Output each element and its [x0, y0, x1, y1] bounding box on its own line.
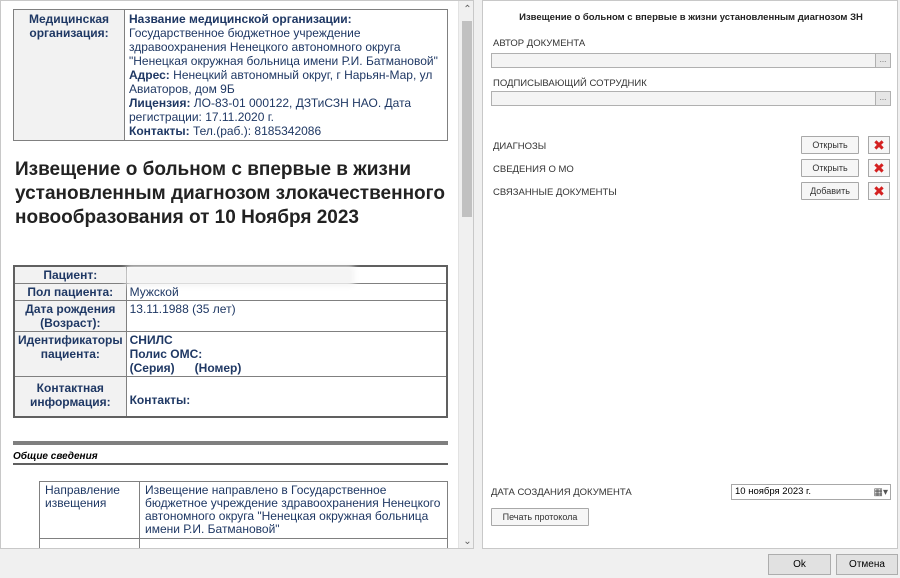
snils-label: СНИЛС — [129, 333, 173, 347]
ellipsis-icon[interactable]: ... — [875, 92, 890, 105]
gender-label: Пол пациента: — [14, 284, 126, 301]
scroll-thumb[interactable] — [462, 21, 472, 217]
notification-form-pane — [482, 0, 898, 549]
series-label: (Серия) — [129, 361, 175, 375]
related-docs-label: СВЯЗАННЫЕ ДОКУМЕНТЫ — [493, 187, 617, 198]
open-mo-info-button[interactable]: Открыть — [801, 159, 859, 177]
delete-x-icon: ✖ — [873, 160, 885, 176]
delete-related-docs-button[interactable] — [868, 182, 890, 200]
delete-mo-info-button[interactable] — [868, 159, 890, 177]
patient-label: Пациент: — [14, 266, 126, 284]
contacts-label: Контакты: — [129, 393, 191, 407]
vertical-scrollbar[interactable] — [458, 1, 474, 549]
delete-x-icon: ✖ — [873, 183, 885, 199]
document-content — [1, 1, 458, 549]
redacted-name — [130, 270, 350, 282]
ellipsis-icon[interactable]: ... — [875, 54, 890, 67]
next-row-label — [40, 539, 140, 550]
form-title: Извещение о больном с впервые в жизни установленным диагнозом ЗН — [519, 12, 863, 23]
delete-x-icon: ✖ — [873, 137, 885, 153]
section-separator — [13, 441, 448, 445]
mo-info-label: СВЕДЕНИЯ О МО — [493, 164, 574, 175]
creation-date-picker[interactable] — [731, 484, 891, 500]
cancel-button[interactable]: Отмена — [836, 554, 898, 575]
diagnoses-label: ДИАГНОЗЫ — [493, 141, 547, 152]
ids-value — [126, 332, 447, 377]
creation-date-label: ДАТА СОЗДАНИЯ ДОКУМЕНТА — [491, 487, 632, 498]
dob-label: Дата рождения (Возраст): — [14, 301, 126, 332]
org-contacts-label: Контакты: — [129, 124, 190, 138]
author-label: АВТОР ДОКУМЕНТА — [493, 38, 586, 49]
scroll-down-icon[interactable]: ⌄ — [463, 536, 472, 547]
ids-label: Идентификаторы пациента: — [14, 332, 126, 377]
patient-table — [13, 265, 448, 418]
organization-table — [13, 9, 448, 141]
org-license-value: ЛО-83-01 000122, ДЗТиСЗН НАО. Дата регистрации: 17.11.2020 г. — [129, 96, 412, 124]
org-license-label: Лицензия: — [129, 96, 191, 110]
gender-value: Мужской — [126, 284, 447, 301]
contact-info-label: Контактная информация: — [14, 377, 126, 417]
contact-info-value — [126, 377, 447, 417]
dob-value: 13.11.1988 (35 лет) — [126, 301, 447, 332]
oms-label: Полис ОМС: — [129, 347, 203, 361]
print-protocol-button[interactable]: Печать протокола — [491, 508, 589, 526]
author-field[interactable] — [491, 53, 891, 68]
direction-label: Направление извещения — [40, 482, 140, 539]
org-address-value: Ненецкий автономный округ, г Нарьян-Мар, ул Авиаторов, дом 9Б — [129, 68, 433, 96]
org-name-value: Государственное бюджетное учреждение здравоохранения Ненецкого автономного округа "Ненецкая окружная больница имени Р.И. Батмановой" — [129, 26, 438, 68]
org-address-label: Адрес: — [129, 68, 170, 82]
scroll-up-icon[interactable]: ⌃ — [463, 4, 472, 15]
next-row-value — [140, 539, 448, 550]
patient-name-value — [126, 266, 447, 284]
ok-button[interactable]: Ok — [768, 554, 831, 575]
creation-date-value: 10 ноября 2023 г. — [735, 486, 811, 497]
delete-diagnoses-button[interactable] — [868, 136, 890, 154]
add-related-doc-button[interactable]: Добавить — [801, 182, 859, 200]
general-section-heading: Общие сведения — [13, 451, 98, 462]
open-diagnoses-button[interactable]: Открыть — [801, 136, 859, 154]
org-contacts-value: Тел.(раб.): 8185342086 — [192, 124, 322, 138]
direction-value: Извещение направлено в Государственное бюджетное учреждение здравоохранения Ненецкого автономного округа "Ненецкая окружная больница имени Р.И. Батмановой" — [140, 482, 448, 539]
section-underline — [13, 463, 448, 465]
document-title: Извещение о больном с впервые в жизни установленным диагнозом злокачественного новообразования от 10 Ноября 2023 — [15, 159, 445, 228]
calendar-icon[interactable]: ▦▾ — [873, 487, 888, 498]
general-info-table — [39, 481, 448, 549]
org-name-label: Название медицинской организации: — [129, 12, 352, 26]
org-label: Медицинская организация: — [14, 10, 125, 141]
signer-field[interactable] — [491, 91, 891, 106]
number-label: (Номер) — [194, 361, 242, 375]
signer-label: ПОДПИСЫВАЮЩИЙ СОТРУДНИК — [493, 78, 647, 89]
org-details — [125, 10, 448, 141]
